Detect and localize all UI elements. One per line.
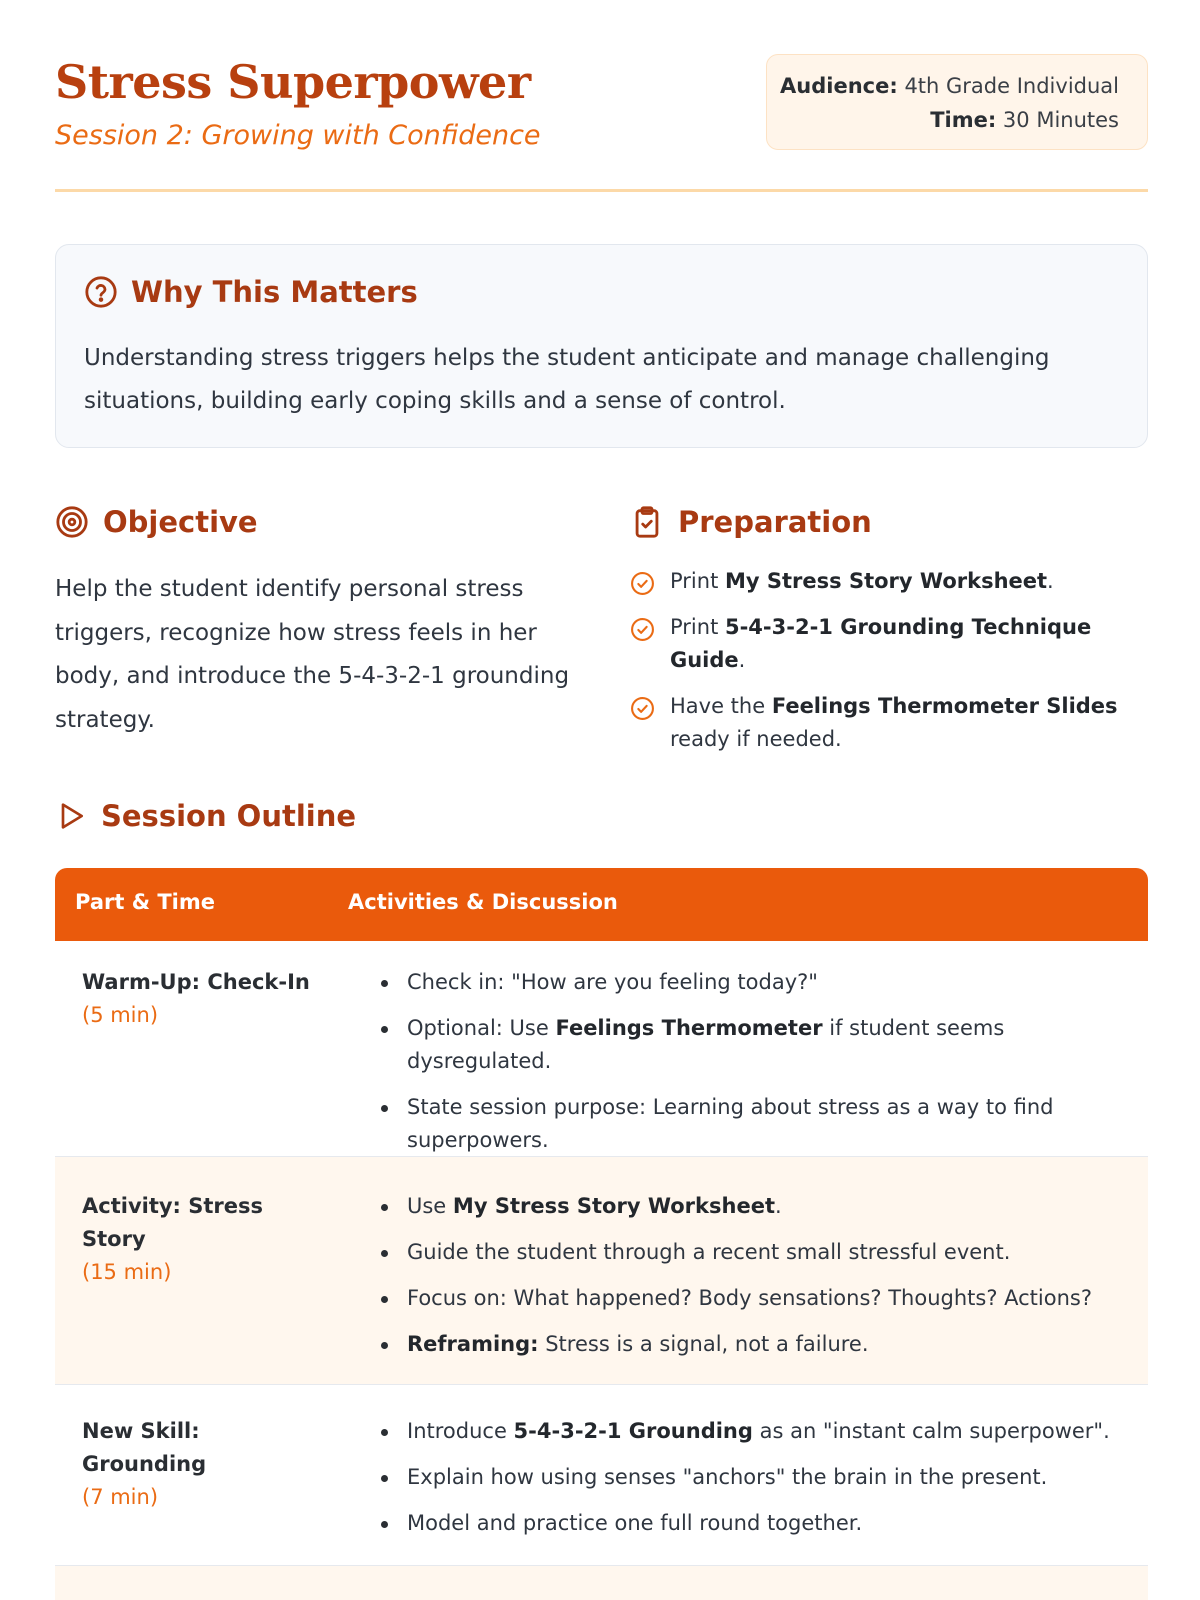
table-row	[55, 941, 1148, 1157]
part-name: Activity: Stress Story	[82, 1194, 264, 1251]
preparation-heading-text: Preparation	[678, 505, 872, 539]
part-time: (7 min)	[82, 1485, 159, 1509]
lesson-plan-page	[55, 0, 1148, 1535]
time-value: 30 Minutes	[1002, 108, 1119, 132]
preparation-item: Print My Stress Story Worksheet.	[630, 565, 1150, 598]
part-time: (5 min)	[82, 1003, 159, 1027]
column-header-part: Part & Time	[75, 890, 215, 914]
part-name: Warm-Up: Check-In	[82, 970, 310, 994]
preparation-list	[630, 565, 1150, 769]
target-icon	[55, 505, 89, 539]
preparation-item: Print 5-4-3-2-1 Grounding Technique Guide.	[630, 611, 1150, 677]
check-circle-icon	[630, 617, 655, 642]
time-line	[767, 103, 1119, 137]
activity-item: Guide the student through a recent small stressful event.	[381, 1236, 1141, 1269]
outline-heading	[55, 799, 356, 833]
part-time: (15 min)	[82, 1260, 172, 1284]
activities-list	[381, 966, 1141, 1170]
header	[55, 0, 1148, 192]
activities-list	[381, 1415, 1141, 1553]
activity-item: Explain how using senses "anchors" the brain in the present.	[381, 1461, 1141, 1494]
part-cell	[82, 1415, 262, 1514]
why-card	[55, 244, 1148, 448]
session-outline-table	[55, 868, 1148, 1600]
part-cell	[82, 1190, 282, 1289]
why-heading-text: Why This Matters	[131, 275, 418, 309]
objective-heading	[55, 505, 258, 539]
part-cell	[82, 966, 322, 1032]
time-label: Time:	[930, 108, 997, 132]
table-header	[55, 868, 1148, 941]
play-icon	[55, 800, 87, 832]
preparation-heading	[630, 505, 872, 539]
check-circle-icon	[630, 571, 655, 596]
column-header-activities: Activities & Discussion	[348, 890, 618, 914]
table-row	[55, 1157, 1148, 1385]
objective-text: Help the student identify personal stress triggers, recognize how stress feels in her body, and introduce the 5-4-3-2-1 grounding strategy.	[55, 576, 570, 733]
activity-item: State session purpose: Learning about stress as a way to find superpowers.	[381, 1091, 1081, 1157]
table-row	[55, 1385, 1148, 1566]
why-heading	[84, 275, 418, 309]
session-meta-box	[766, 54, 1148, 150]
activity-item: Introduce 5-4-3-2-1 Grounding as an "instant calm superpower".	[381, 1415, 1141, 1448]
activity-item: Reframing: Stress is a signal, not a failure.	[381, 1328, 1141, 1361]
clipboard-check-icon	[630, 505, 664, 539]
audience-line	[767, 69, 1119, 103]
preparation-item: Have the Feelings Thermometer Slides ready if needed.	[630, 690, 1150, 756]
activity-item: Optional: Use Feelings Thermometer if student seems dysregulated.	[381, 1012, 1141, 1078]
objective-heading-text: Objective	[103, 505, 258, 539]
check-circle-icon	[630, 696, 655, 721]
activities-list	[381, 1190, 1141, 1374]
session-subtitle: Session 2: Growing with Confidence	[55, 120, 541, 151]
activity-item: Model and practice one full round together.	[381, 1507, 1141, 1540]
activity-item: Focus on: What happened? Body sensations? Thoughts? Actions?	[381, 1282, 1141, 1315]
audience-label: Audience:	[780, 74, 898, 98]
activity-item: Check in: "How are you feeling today?"	[381, 966, 1141, 999]
why-text: Understanding stress triggers helps the student anticipate and manage challenging situations, building early coping skills and a sense of control.	[84, 345, 1050, 414]
part-name: New Skill: Grounding	[82, 1419, 207, 1476]
activity-item: Use My Stress Story Worksheet.	[381, 1190, 1141, 1223]
outline-heading-text: Session Outline	[101, 799, 357, 833]
question-circle-icon	[84, 275, 118, 309]
audience-value: 4th Grade Individual	[904, 74, 1119, 98]
table-row	[55, 1566, 1148, 1600]
page-title: Stress Superpower	[55, 55, 531, 109]
